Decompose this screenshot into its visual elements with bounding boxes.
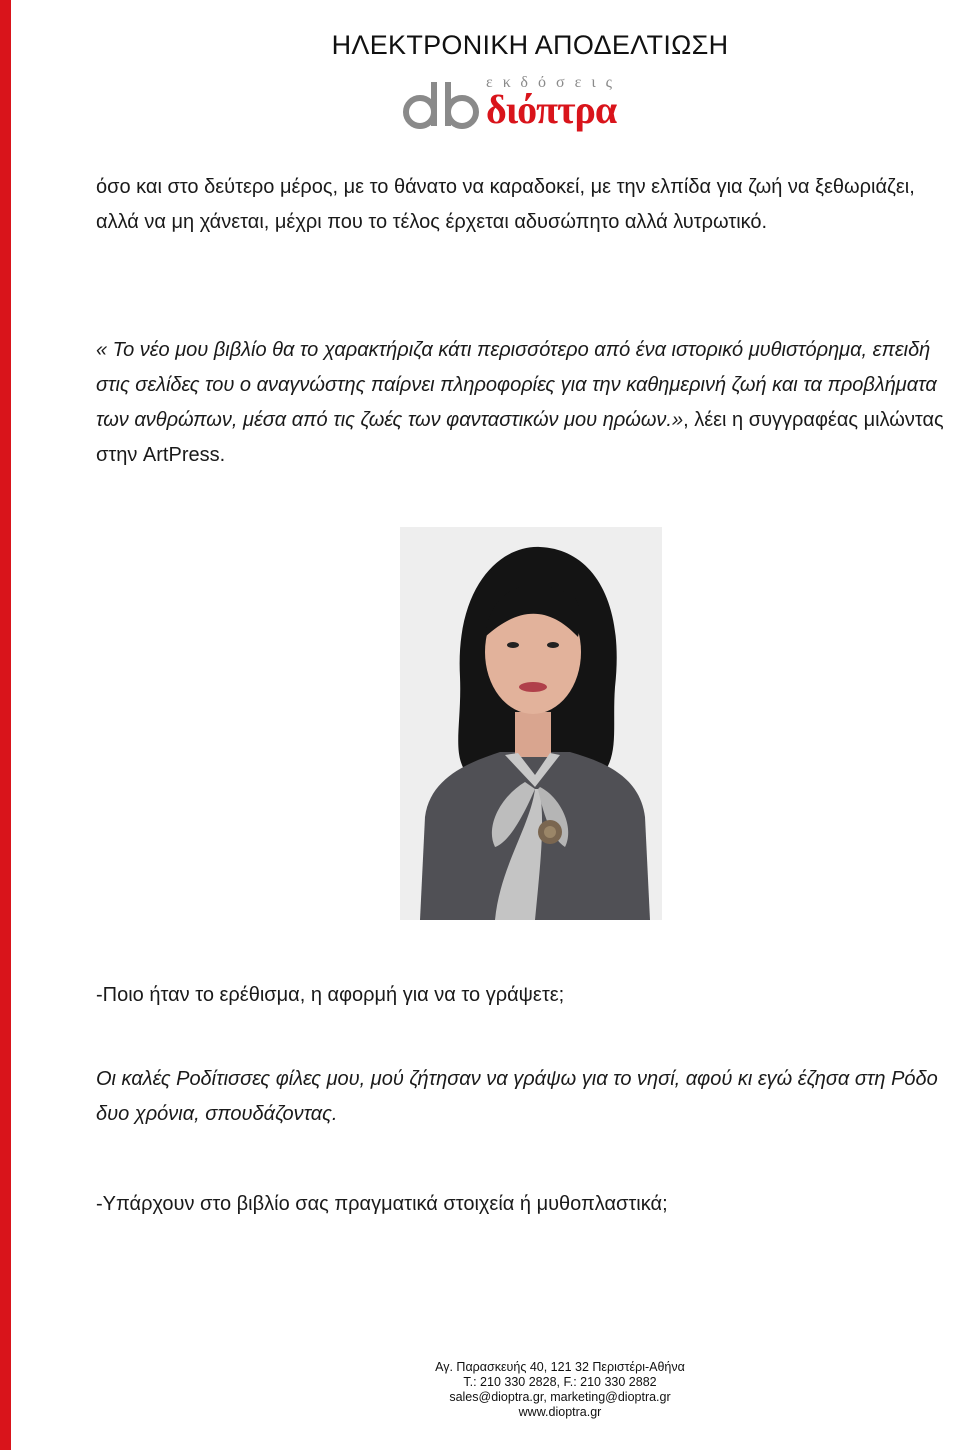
left-red-margin-bar xyxy=(0,0,11,1450)
logo-tagline: εκδόσεις xyxy=(486,74,622,91)
interview-question-2: -Υπάρχουν στο βιβλίο σας πραγματικά στοιχεία ή μυθοπλαστικά; xyxy=(96,1193,668,1215)
author-portrait-photo xyxy=(400,527,662,920)
author-portrait-illustration xyxy=(400,527,662,920)
paragraph-1: όσο και στο δεύτερο μέρος, με το θάνατο να καραδοκεί, με την ελπίδα για ζωή να ξεθωριάζει, αλλά να μη χάνεται, μέχρι που το τέλος έρχεται αδυσώπητο αλλά λυτρωτικό. xyxy=(96,176,915,233)
author-quote-paragraph xyxy=(96,333,956,473)
logo-name: διόπτρα xyxy=(486,87,617,132)
interview-question-1: -Ποιο ήταν το ερέθισμα, η αφορμή για να το γράψετε; xyxy=(96,984,565,1006)
footer-website: www.dioptra.gr xyxy=(518,1405,602,1419)
interview-answer-1: Οι καλές Ροδίτισσες φίλες μου, μού ζήτησαν να γράψω για το νησί, αφού κι εγώ έζησα στη Ρόδο δυο χρόνια, σπουδάζοντας. xyxy=(96,1068,938,1125)
author-quote: « Το νέο μου βιβλίο θα το χαρακτήριζα κάτι περισσότερο από ένα ιστορικό μυθιστόρημα, επειδή στις σελίδες του ο αναγνώστης παίρνει πληροφορίες για την καθημερινή ζωή και τα προβλήματα των ανθρώπων, μέσα από τις ζωές των φανταστικών μου ηρώων.» xyxy=(96,339,937,431)
footer-phones: Τ.: 210 330 2828, F.: 210 330 2882 xyxy=(463,1375,657,1389)
page-header-title: ΗΛΕΚΤΡΟΝΙΚΗ ΑΠΟΔΕΛΤΙΩΣΗ xyxy=(331,30,729,60)
quote-attribution: , λέει η συγγραφέας μιλώντας στην ArtPress. xyxy=(96,409,944,466)
footer-address: Αγ. Παρασκευής 40, 121 32 Περιστέρι-Αθήνα xyxy=(435,1360,685,1374)
publisher-contact-footer xyxy=(330,1360,790,1420)
footer-emails: sales@dioptra.gr, marketing@dioptra.gr xyxy=(449,1390,671,1404)
